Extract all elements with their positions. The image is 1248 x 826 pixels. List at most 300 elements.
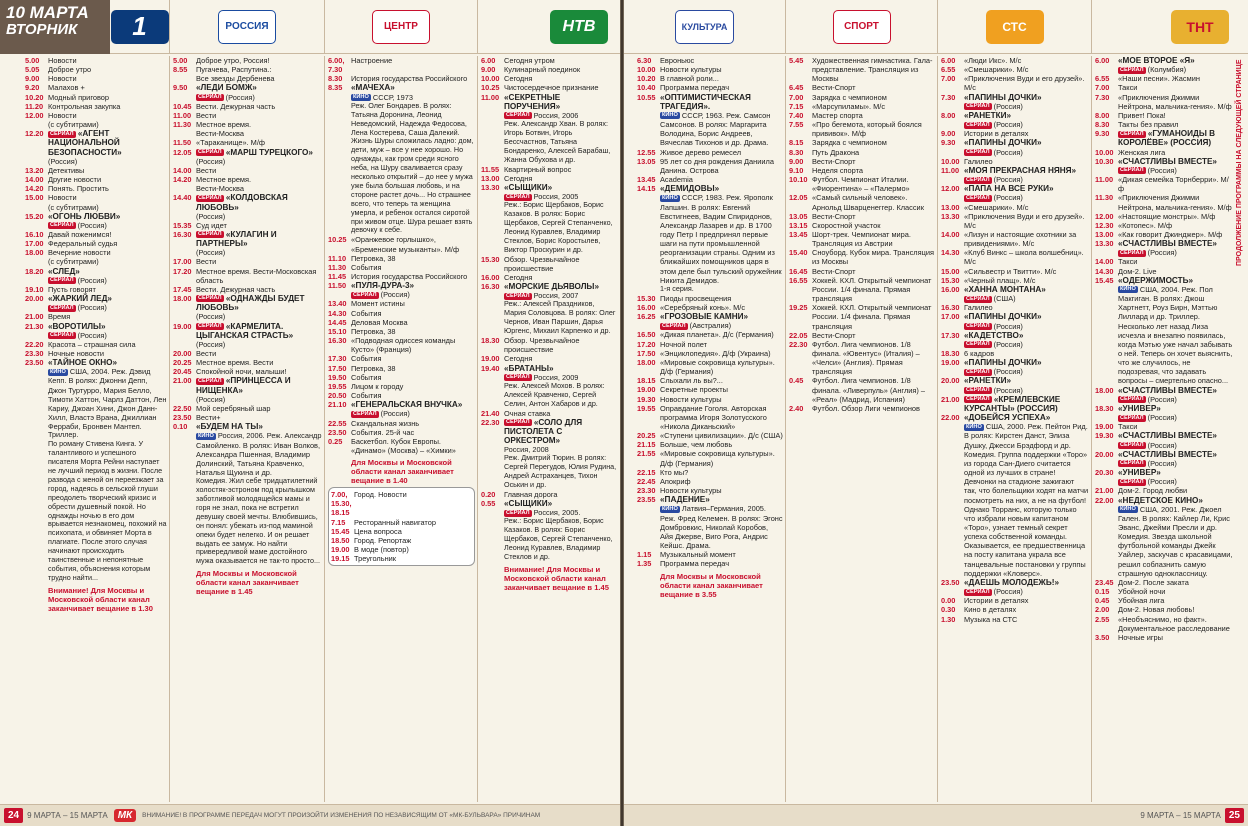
program-time: 10.55 [637,92,656,102]
program-text: (с субтитрами) [48,257,99,267]
program-title [660,330,783,339]
program-text: Россия, 2006 [533,110,579,120]
program-title [196,322,322,340]
program-time [1095,248,1118,257]
program-time [637,321,660,330]
program-text: Комедия. Жил себе тридцатилетний холостяк-эстроном под крылышком заботливой молодящейся мамы и горя не знал, пока не встретил девушку своей мечты. Влюбившись, он понял: убежать из-под маминой опеки будет нелегко. И он решает выдать ее замуж. Но найти привередливой маме достойного мужа оказывается не так-то просто... [196,476,320,566]
program-time [1095,413,1118,422]
broadcast-notice: Для Москвы и Московской области канал заканчивает вещание в 1.45 [196,569,299,597]
program-title [351,74,475,83]
program-row [25,267,167,276]
program-text: Время [48,312,71,322]
program-text: Сегодня [504,173,533,183]
program-text: Понять. Простить [48,184,109,194]
program-title [812,93,935,102]
program-text: Деловая Москва [351,317,408,327]
program-text: Баскетбол. Кубок Европы. «Динамо» (Москва) – «Химки» [351,436,456,455]
program-row [1095,605,1234,614]
program-row [25,276,167,285]
program-title [504,517,618,562]
program-text: (Россия) [993,101,1023,111]
program-time: 19.55 [328,381,347,391]
genre-badge: СЕРИАЛ [1120,130,1144,137]
program-title [964,358,1089,367]
program-title [504,255,618,273]
program-time: 15.30 [637,293,656,303]
program-row [173,148,322,157]
program-row [328,419,475,428]
program-title [660,431,783,440]
program-text: Программа передач [660,83,730,93]
program-row [1095,157,1234,166]
program-text: (Россия) [993,120,1023,130]
program-row [1095,65,1234,74]
program-title [964,386,1089,395]
program-text: «ГРОЗОВЫЕ КАМНИ» [660,312,749,322]
program-row [637,303,783,312]
program-time: 20.50 [328,391,347,401]
program-text: (Россия) [77,275,107,285]
program-time: 18.00 [25,248,44,258]
program-time: 13.05 [637,156,656,166]
program-row [941,102,1089,111]
program-time: 14.30 [328,308,347,318]
program-row [1095,450,1234,459]
program-title [660,449,783,467]
program-time: 20.30 [1095,468,1114,478]
program-title [1118,615,1234,633]
program-time: 13.00 [1095,229,1114,239]
program-title [1118,386,1234,395]
program-text: События [351,308,382,318]
program-time: 14.15 [637,184,656,194]
program-title [1118,257,1234,266]
program-time: 12.30 [1095,220,1114,230]
program-title [196,65,322,74]
program-title [964,193,1089,202]
program-row [328,272,475,281]
program-text: Мастер спорта [812,110,863,120]
program-text: «Приключения Джимми Нейтрона, мальчика-гения». М/ф [1118,92,1232,111]
program-row [481,65,618,74]
program-text: Реж.: Борис Щербаков, Борис Казаков. В ролях: Борис Щербаков, Сергей Степанченко, Леонид Куравлев, Владимир Стеклов, Борис Коростылев, Виктор Проскурин и др. [504,200,613,254]
program-text: «КОЛДОВСКАЯ ЛЮБОВЬ» [196,193,288,212]
schedule-ctc [938,56,1092,802]
program-row [941,587,1089,596]
program-text: Цена вопроса [354,526,402,536]
program-title [1118,431,1234,440]
program-title [48,74,167,83]
program-time: 12.05 [173,147,192,157]
program-time [25,203,48,212]
program-time: 14.00 [173,165,192,175]
program-title [196,193,322,211]
program-row [173,477,322,566]
program-time: 13.30 [481,182,500,192]
program-title [660,148,783,157]
program-row [481,300,618,336]
program-row [25,111,167,120]
program-time: 10.00 [481,74,500,84]
program-text: Живое дерево ремесел [660,147,742,157]
program-text: Истории в деталях [964,596,1029,606]
program-row [173,358,322,367]
page-number: 24 [4,808,23,823]
program-title [1118,212,1234,221]
program-row [1095,148,1234,157]
program-text: «МОРСКИЕ ДЬЯВОЛЫ» [504,282,600,292]
program-text: (Россия) [1147,477,1177,487]
program-title [1118,65,1234,74]
program-row [25,212,167,221]
channel-header-russia [170,0,325,54]
program-time: 11.00 [941,165,960,175]
program-text: «ПРИНЦЕССА И НИЩЕНКА» [196,376,291,395]
program-time [941,102,964,111]
program-time: 20.00 [173,349,192,358]
program-title [660,285,783,294]
channel-header-ntv [478,0,620,54]
program-row [789,111,935,120]
program-row [789,340,935,377]
program-time: 13.40 [328,299,347,309]
program-row [1095,596,1234,605]
program-text: Вести-Спорт [812,266,856,276]
program-row [941,422,1089,578]
program-title [812,248,935,266]
program-time: 19.00 [173,321,192,331]
channel-header-tnt [1092,0,1248,54]
program-time: 15.35 [173,220,192,230]
genre-badge: СЕРИАЛ [1120,478,1144,485]
program-text: (Россия) [1147,394,1177,404]
program-row [789,267,935,276]
program-row [331,536,472,545]
program-title [812,376,935,403]
program-time: 12.55 [637,147,656,157]
left-page [0,0,620,826]
program-title [48,193,167,202]
program-title [196,395,322,404]
program-row [173,166,322,175]
program-time: 18.00 [637,357,656,367]
program-time: 18.00 [1095,385,1114,395]
program-text: «Самый сильный человек». Арнольд Шварценеггер. Классик [812,193,924,212]
program-text: Лицом к городу [351,381,404,391]
program-text: «Мировые сокровища культуры». Д/ф (Германия) [660,357,775,377]
program-row [25,367,167,431]
genre-badge: СЕРИАЛ [966,194,990,201]
program-text: Такси [1118,83,1138,93]
program-time: 19.40 [481,363,500,373]
program-time: 7.55 [789,120,804,130]
program-text: Новости [48,193,77,203]
weekday-label: ВТОРНИК [6,20,78,38]
program-title [48,184,167,193]
program-row [941,93,1089,102]
program-row [173,294,322,312]
program-text: Футбол. Лига чемпионов. 1/8 финала. «Ювентус» (Италия) – «Челси» (Англия). Прямая трансляция [812,339,920,377]
program-time: 16.30 [481,282,500,292]
program-title [504,364,618,373]
program-title [964,148,1089,157]
genre-badge: СЕРИАЛ [198,377,222,384]
program-text: «ХАННА МОНТАНА» [964,284,1046,294]
program-text: «Марсупиламы». М/с [812,101,886,111]
program-row [637,395,783,404]
program-time: 10.00 [941,156,960,166]
program-time: 6.55 [1095,74,1110,84]
program-title [812,276,935,303]
program-title [504,454,618,490]
program-row [173,74,322,83]
program-text: Academia [660,175,693,185]
program-text: «АГЕНТ НАЦИОНАЛЬНОЙ БЕЗОПАСНОСТИ» [48,129,122,157]
program-text: «Приключения Джимми Нейтрона, мальчика-гения». М/ф [1118,193,1232,212]
program-time: 9.30 [1095,129,1110,139]
program-text: «СЛЕД» [48,266,80,276]
program-text: Петровка, 38 [351,326,396,336]
program-text: История государства Российского [351,272,468,281]
program-title [196,422,322,431]
program-title [1118,93,1234,111]
program-title [351,102,475,236]
program-title [1118,587,1234,596]
program-text: (Россия) [993,321,1023,331]
program-text: История государства Российского [351,74,468,84]
program-title [964,285,1089,294]
program-title [196,166,322,175]
program-row [637,349,783,358]
program-row [173,395,322,404]
program-title [1118,486,1234,495]
program-row [173,93,322,102]
program-row [637,148,783,157]
program-title [812,230,935,248]
program-title [660,321,783,330]
program-list [789,56,935,413]
program-row [328,299,475,308]
program-row [25,239,167,248]
program-text: Дом-2. Город любви [1118,486,1188,496]
program-text: 6 кадров [964,349,995,358]
program-time [25,440,48,583]
program-text: По роману Стивена Кинга. У талантливого и успешного писателя Морта Рейни наступает не лучший период в жизни. После развода с женой он переезжает за город, надеясь в сельской глуши преодолеть творческий кризис и обрести душевный покой. Но однажды ночью в его дом врывается незнакомец, похожий на психопата, и обвиняет Морта в плагиате. После этого случая начинают происходить таинственные и непонятные события, объяснения которым трудно найти... [48,439,167,582]
program-time: 10.10 [789,175,808,185]
program-row [789,148,935,157]
program-title [1118,578,1234,587]
program-time: 22.00 [1095,495,1114,505]
program-text: «Дикая семейка Торнберри». М/ф [1118,175,1229,194]
program-row [173,102,322,111]
program-time: 17.45 [173,284,192,294]
program-time: 20.00 [941,376,960,386]
program-text: Реж. Алексей Мохов. В ролях: Алексей Кравченко, Сергей Селин, Антон Хабаров и др. [504,380,605,408]
program-text: Ночные новости [48,349,105,358]
program-row [25,322,167,331]
program-title [812,175,935,193]
program-row [941,596,1089,605]
program-time: 13.00 [941,202,960,212]
program-row [173,83,322,92]
program-row [941,578,1089,587]
program-title [812,83,935,92]
program-text: Скандальная жизнь [351,418,420,428]
program-time: 14.40 [173,193,192,203]
program-time [481,300,504,336]
program-title [504,300,618,336]
program-row [328,373,475,382]
genre-badge: СЕРИАЛ [966,387,990,394]
program-time: 12.20 [25,129,44,139]
program-title [964,605,1089,614]
program-time [481,508,504,517]
program-text: Пусть говорят [48,284,96,294]
program-time: 20.00 [25,294,44,304]
program-title [48,257,167,266]
program-row [637,294,783,303]
tnt-logo: ТНТ [1171,10,1229,44]
program-text: Такты без правил [1118,120,1179,130]
program-title [964,138,1089,147]
program-row [481,83,618,92]
program-text: События. 25-й час [351,427,415,437]
program-title [660,56,783,65]
program-text: Латвия–Германия, 2005. Реж. Фред Келемен. В ролях: Эгонс Домбровкис, Николай Коробов, Айя Джерве, Виго Рога, Андрис Кейшс. Драма. [660,504,783,551]
program-text: (Россия) [196,312,226,322]
genre-badge: СЕРИАЛ [1120,66,1144,73]
program-row [1095,257,1234,266]
program-time: 13.05 [789,211,808,221]
program-title [351,309,475,318]
program-text: «ПАПИНЫ ДОЧКИ» [964,358,1042,368]
program-time: 11.20 [25,101,44,111]
program-title [504,409,618,418]
program-time: 21.30 [25,321,44,331]
program-row [173,56,322,65]
program-row [173,349,322,358]
program-text: Обзор. Чрезвычайное происшествие [504,254,580,273]
program-title [351,83,475,92]
program-time [637,193,660,285]
program-title [660,559,783,568]
program-time: 21.40 [481,408,500,418]
program-title [504,83,618,92]
program-row [637,111,783,148]
program-title [196,212,322,221]
program-title [354,518,472,527]
program-row [25,120,167,129]
program-text: Сегодня [504,354,533,364]
program-time: 7.40 [789,110,804,120]
program-row [481,364,618,373]
program-title [48,166,167,175]
program-text: (Россия) [993,367,1023,377]
program-row [328,254,475,263]
program-row [25,440,167,583]
program-time [481,517,504,562]
program-text: Привет! Пока! [1118,110,1166,120]
schedule-tvc [325,56,478,802]
genre-badge: КИНО [198,432,214,439]
program-row [481,93,618,111]
program-text: «Тараканище». М/ф [196,138,265,148]
program-text: Вести. Дежурная часть [196,284,276,294]
program-time: 13.00 [481,173,500,183]
program-text: Вести-Спорт [812,211,856,221]
program-row [941,413,1089,422]
program-row [941,120,1089,129]
program-row [481,255,618,273]
program-text: (с субтитрами) [48,120,99,130]
program-title [196,74,322,83]
sport-logo: СПОРТ [833,10,891,44]
program-time: 7.30 [941,92,956,102]
program-row [1095,422,1234,431]
program-row [173,267,322,285]
program-row [789,175,935,193]
program-text: «СЧАСТЛИВЫ ВМЕСТЕ» [1118,156,1217,166]
program-time: 9.10 [789,165,804,175]
program-row [328,83,475,92]
program-text: Россия, 2009 [533,372,579,382]
program-time [1095,505,1118,578]
program-row [481,382,618,409]
program-time: 11.30 [1095,193,1114,203]
program-title [1118,129,1234,147]
program-row [25,83,167,92]
program-time: 10.00 [637,65,656,75]
program-time: 16.00 [481,273,500,282]
program-time: 14.30 [941,248,960,258]
program-title [196,56,322,65]
program-title [1118,477,1234,486]
program-title [660,83,783,92]
program-title [504,74,618,83]
program-title [964,376,1089,385]
program-title [812,138,935,147]
program-title [48,285,167,294]
program-title [196,175,322,184]
genre-badge: СЕРИАЛ [1120,167,1144,174]
program-title [48,203,167,212]
program-time: 7.00 [941,74,956,84]
program-row [941,367,1089,376]
program-text: «СЕКРЕТНЫЕ ПОРУЧЕНИЯ» [504,92,561,111]
program-title [354,536,472,545]
program-title [351,318,475,327]
program-time: 14.00 [941,229,960,239]
program-row [1095,505,1234,578]
program-title [351,354,475,363]
program-text: Россия, 2005 [533,192,579,202]
program-row [331,545,472,554]
program-row [789,193,935,211]
program-text: Малахов + [48,83,85,93]
program-time: 18.20 [25,266,44,276]
program-time: 17.30 [328,354,347,364]
program-time: 17.30 [941,330,960,340]
program-time: 11.00 [1095,175,1114,185]
program-time [637,111,660,148]
program-text: «МОЕ ВТОРОЕ «Я» [1118,56,1195,65]
program-title [504,183,618,192]
program-title [1118,468,1234,477]
program-time: 16.30 [173,229,192,239]
program-time: 5.05 [25,65,40,75]
program-row [941,129,1089,138]
program-text: «ПАПИНЫ ДОЧКИ» [964,138,1042,148]
